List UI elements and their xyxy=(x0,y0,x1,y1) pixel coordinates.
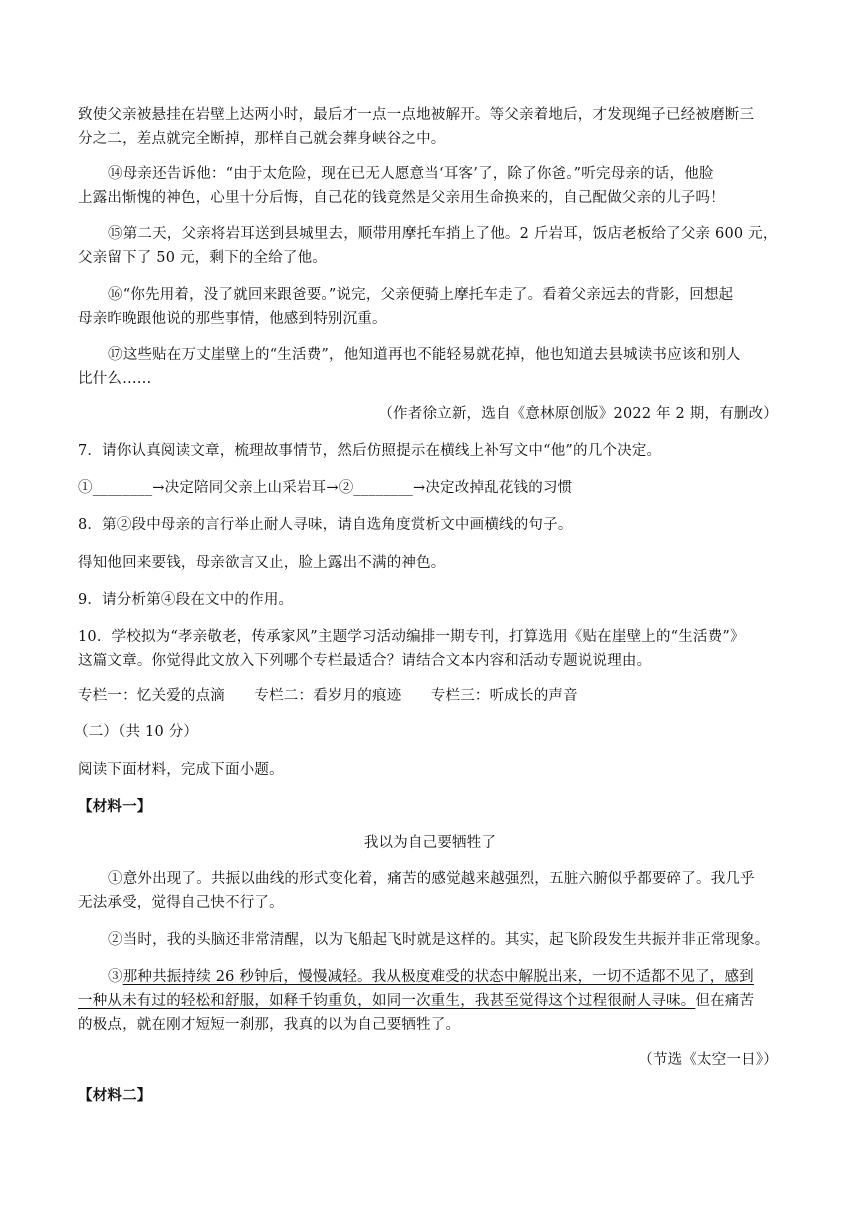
material-1-paragraph-3-line-1 xyxy=(108,967,782,987)
paragraph-13-line-1: 致使父亲被悬挂在岩壁上达两小时，最后才一点一点地被解开。等父亲着地后，才发现绳子已经被磨断三 xyxy=(78,107,755,123)
material-1-paragraph-3-line-2 xyxy=(78,991,782,1011)
material-2-label: 【材料二】 xyxy=(78,1087,152,1104)
paragraph-14-line-1: ⑭母亲还告诉他：“由于太危险，现在已无人愿意当‘耳客’了，除了你爸。”听完母亲的话，他脸 xyxy=(108,166,714,182)
paragraph-text: 但在痛苦 xyxy=(695,993,755,1009)
question-7: 7．请你认真阅读文章，梳理故事情节，然后仿照提示在横线上补写文中“他”的几个决定。 xyxy=(78,443,662,459)
material-1-source: （节选《太空一日》） xyxy=(638,1052,778,1068)
underlined-sentence-continued: 一种从未有过的轻松和舒服，如释千钧重负，如同一次重生，我甚至觉得这个过程很耐人寻味。 xyxy=(78,993,696,1009)
paragraph-15-line-2: 父亲留下了 50 元，剩下的全给了他。 xyxy=(78,250,327,266)
section-2-instruction: 阅读下面材料，完成下面小题。 xyxy=(78,762,284,778)
question-7-fill-blanks: ①________→决定陪同父亲上山采岩耳→②________→决定改掉乱花钱的习惯 xyxy=(78,480,573,496)
question-8-quote: 得知他回来要钱，母亲欲言又止，脸上露出不满的神色。 xyxy=(78,555,446,571)
material-1-paragraph-2: ②当时，我的头脑还非常清醒，以为飞船起飞时就是这样的。其实，起飞阶段发生共振并非正常现象。 xyxy=(108,932,770,948)
material-1-label: 【材料一】 xyxy=(78,798,152,815)
underlined-sentence: 那种共振持续 26 秒钟后，慢慢减轻。我从极度难受的状态中解脱出来，一切不适都不见了，感到 xyxy=(122,969,754,985)
material-1-title: 我以为自己要牺牲了 xyxy=(363,835,497,851)
paragraph-13-line-2: 分之二，差点就完全断掉，那样自己就会葬身峡谷之中。 xyxy=(78,131,446,147)
paragraph-16-line-2: 母亲昨晚跟他说的那些事情，他感到特别沉重。 xyxy=(78,311,387,327)
question-10-options: 专栏一：忆关爱的点滴 专栏二：看岁月的痕迹 专栏三：听成长的声音 xyxy=(78,688,578,704)
paragraph-15-line-1: ⑮第二天，父亲将岩耳送到县城里去，顺带用摩托车捎上了他。2 斤岩耳，饭店老板给了父亲 600 元， xyxy=(108,226,778,242)
question-8: 8．第②段中母亲的言行举止耐人寻味，请自选角度赏析文中画横线的句子。 xyxy=(78,517,573,533)
paragraph-17-line-1: ⑰这些贴在万丈崖壁上的“生活费”，他知道再也不能轻易就花掉，他也知道去县城读书应该和别人 xyxy=(108,347,741,363)
question-10-line-2: 这篇文章。你觉得此文放入下列哪个专栏最适合？请结合文本内容和活动专题说说理由。 xyxy=(78,653,652,669)
section-2-heading: （二）（共 10 分） xyxy=(74,724,199,740)
material-1-paragraph-1-line-1: ①意外出现了。共振以曲线的形式变化着，痛苦的感觉越来越强烈，五脏六腑似乎都要碎了。我几乎 xyxy=(108,871,755,887)
paragraph-16-line-1: ⑯“你先用着，没了就回来跟爸要。”说完，父亲便骑上摩托车走了。看着父亲远去的背影，回想起 xyxy=(108,287,734,303)
paragraph-number: ③ xyxy=(108,969,123,985)
question-9: 9．请分析第④段在文中的作用。 xyxy=(78,592,294,608)
article-source: （作者徐立新，选自《意林原创版》2022 年 2 期，有删改） xyxy=(378,406,778,422)
paragraph-17-line-2: 比什么…… xyxy=(78,371,152,387)
material-1-paragraph-1-line-2: 无法承受，觉得自己快不行了。 xyxy=(78,895,284,911)
question-10-line-1: 10．学校拟为“孝亲敬老，传承家风”主题学习活动编排一期专刊，打算选用《贴在崖壁上的“生活费”》 xyxy=(78,629,745,645)
paragraph-14-line-2: 上露出惭愧的神色，心里十分后悔，自己花的钱竟然是父亲用生命换来的，自己配做父亲的儿子吗！ xyxy=(78,190,725,206)
material-1-paragraph-3-line-3: 的极点，就在刚才短短一刹那，我真的以为自己要牺牲了。 xyxy=(78,1017,461,1033)
